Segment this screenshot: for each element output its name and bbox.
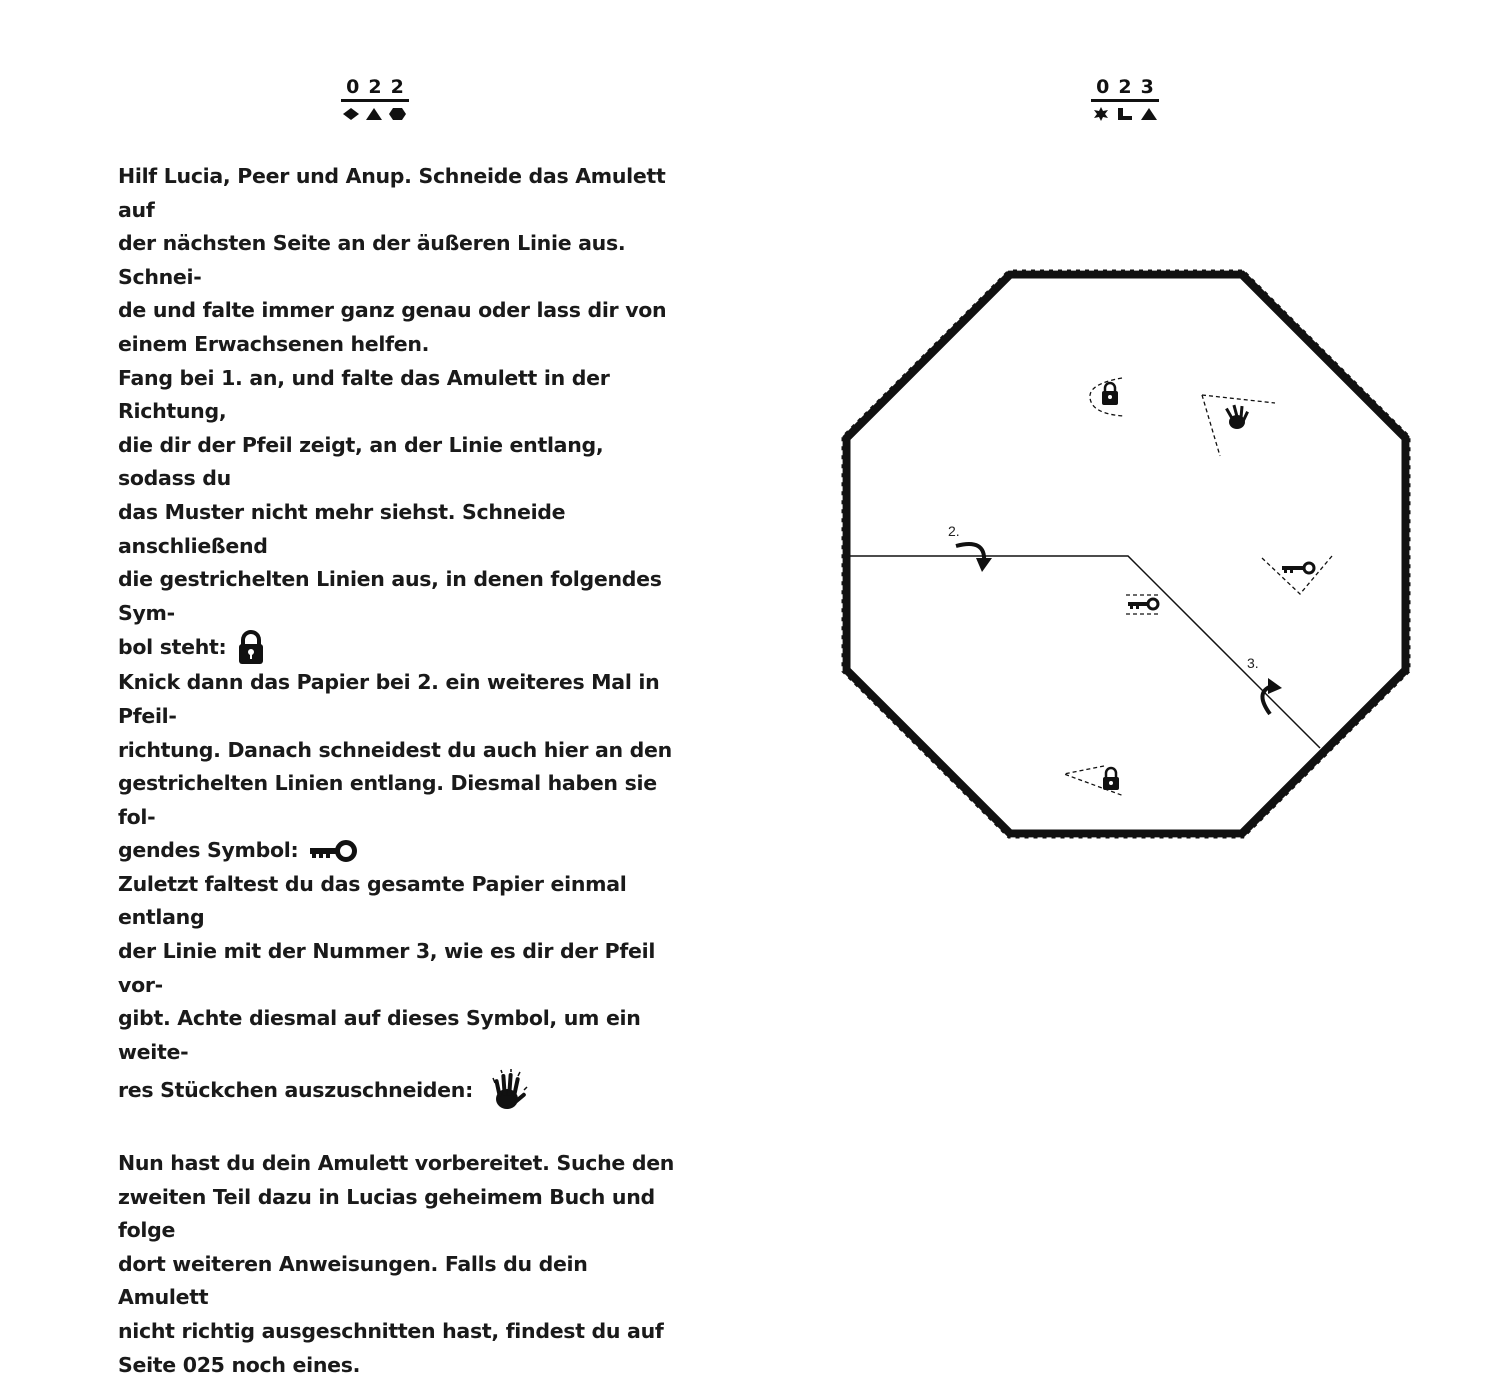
page-symbols bbox=[1091, 106, 1159, 122]
amulet-outline bbox=[846, 274, 1406, 834]
instruction-line: res Stückchen auszuschneiden: bbox=[118, 1078, 473, 1103]
hexagon-icon bbox=[389, 108, 406, 120]
instruction-line: Hilf Lucia, Peer und Anup. Schneide das Amulett auf bbox=[118, 164, 666, 222]
instruction-line: de und falte immer ganz genau oder lass dir von bbox=[118, 298, 667, 323]
instruction-text bbox=[118, 160, 678, 1382]
closing-line: dort weiteren Anweisungen. Falls du dein Amulett bbox=[118, 1251, 588, 1310]
padlock-icon bbox=[236, 630, 266, 666]
triangle-icon bbox=[1141, 108, 1157, 120]
instruction-line: der nächsten Seite an der äußeren Linie aus. Schnei- bbox=[118, 231, 626, 289]
closing-line: zweiten Teil dazu in Lucias geheimem Buch und folge bbox=[118, 1184, 655, 1243]
instruction-line: gibt. Achte diesmal auf dieses Symbol, um ein weite- bbox=[118, 1006, 641, 1064]
page-number-rule bbox=[1091, 99, 1159, 102]
amulet-octagon bbox=[830, 258, 1425, 853]
instruction-line: das Muster nicht mehr siehst. Schneide anschließend bbox=[118, 499, 566, 558]
instruction-line: die gestrichelten Linien aus, in denen folgendes Sym- bbox=[118, 567, 662, 625]
right-page-number bbox=[1080, 76, 1170, 122]
instruction-line: Knick dann das Papier bei 2. ein weiteres Mal in Pfeil- bbox=[118, 670, 660, 728]
key-icon bbox=[308, 839, 358, 863]
instruction-line-with-symbol bbox=[118, 630, 678, 666]
instruction-line: die dir der Pfeil zeigt, an der Linie entlang, sodass du bbox=[118, 432, 604, 491]
instruction-line-with-symbol bbox=[118, 834, 678, 868]
page-number-rule bbox=[341, 99, 409, 102]
paragraph-gap bbox=[118, 1113, 678, 1147]
star-icon bbox=[1094, 107, 1108, 121]
instruction-line: gestrichelten Linien entlang. Diesmal haben sie fol- bbox=[118, 771, 657, 829]
instruction-line: gendes Symbol: bbox=[118, 838, 299, 863]
fold-marker-2: 2. bbox=[948, 523, 960, 539]
closing-line: Nun hast du dein Amulett vorbereitet. Suche den bbox=[118, 1151, 675, 1176]
diamond-icon bbox=[343, 108, 359, 120]
triangle-icon bbox=[366, 108, 382, 120]
instruction-line: der Linie mit der Nummer 3, wie es dir der Pfeil vor- bbox=[118, 939, 656, 997]
instruction-line: einem Erwachsenen helfen. bbox=[118, 331, 430, 356]
page-number-text: 023 bbox=[1096, 76, 1163, 98]
instruction-line: richtung. Danach schneidest du auch hier an den bbox=[118, 737, 672, 762]
closing-line: Seite 025 noch eines. bbox=[118, 1352, 361, 1377]
fold-marker-3: 3. bbox=[1247, 655, 1259, 671]
page-number-text: 022 bbox=[346, 76, 413, 98]
instruction-line: Zuletzt faltest du das gesamte Papier einmal entlang bbox=[118, 871, 627, 930]
page-symbols bbox=[341, 106, 409, 122]
instruction-line: bol steht: bbox=[118, 635, 227, 660]
instruction-line-with-symbol bbox=[118, 1069, 678, 1113]
left-page-number bbox=[330, 76, 420, 122]
hand-icon bbox=[487, 1069, 531, 1113]
instruction-line: Fang bei 1. an, und falte das Amulett in der Richtung, bbox=[118, 365, 610, 424]
closing-line: nicht richtig ausgeschnitten hast, findest du auf bbox=[118, 1319, 664, 1343]
l-shape-icon bbox=[1118, 108, 1132, 120]
